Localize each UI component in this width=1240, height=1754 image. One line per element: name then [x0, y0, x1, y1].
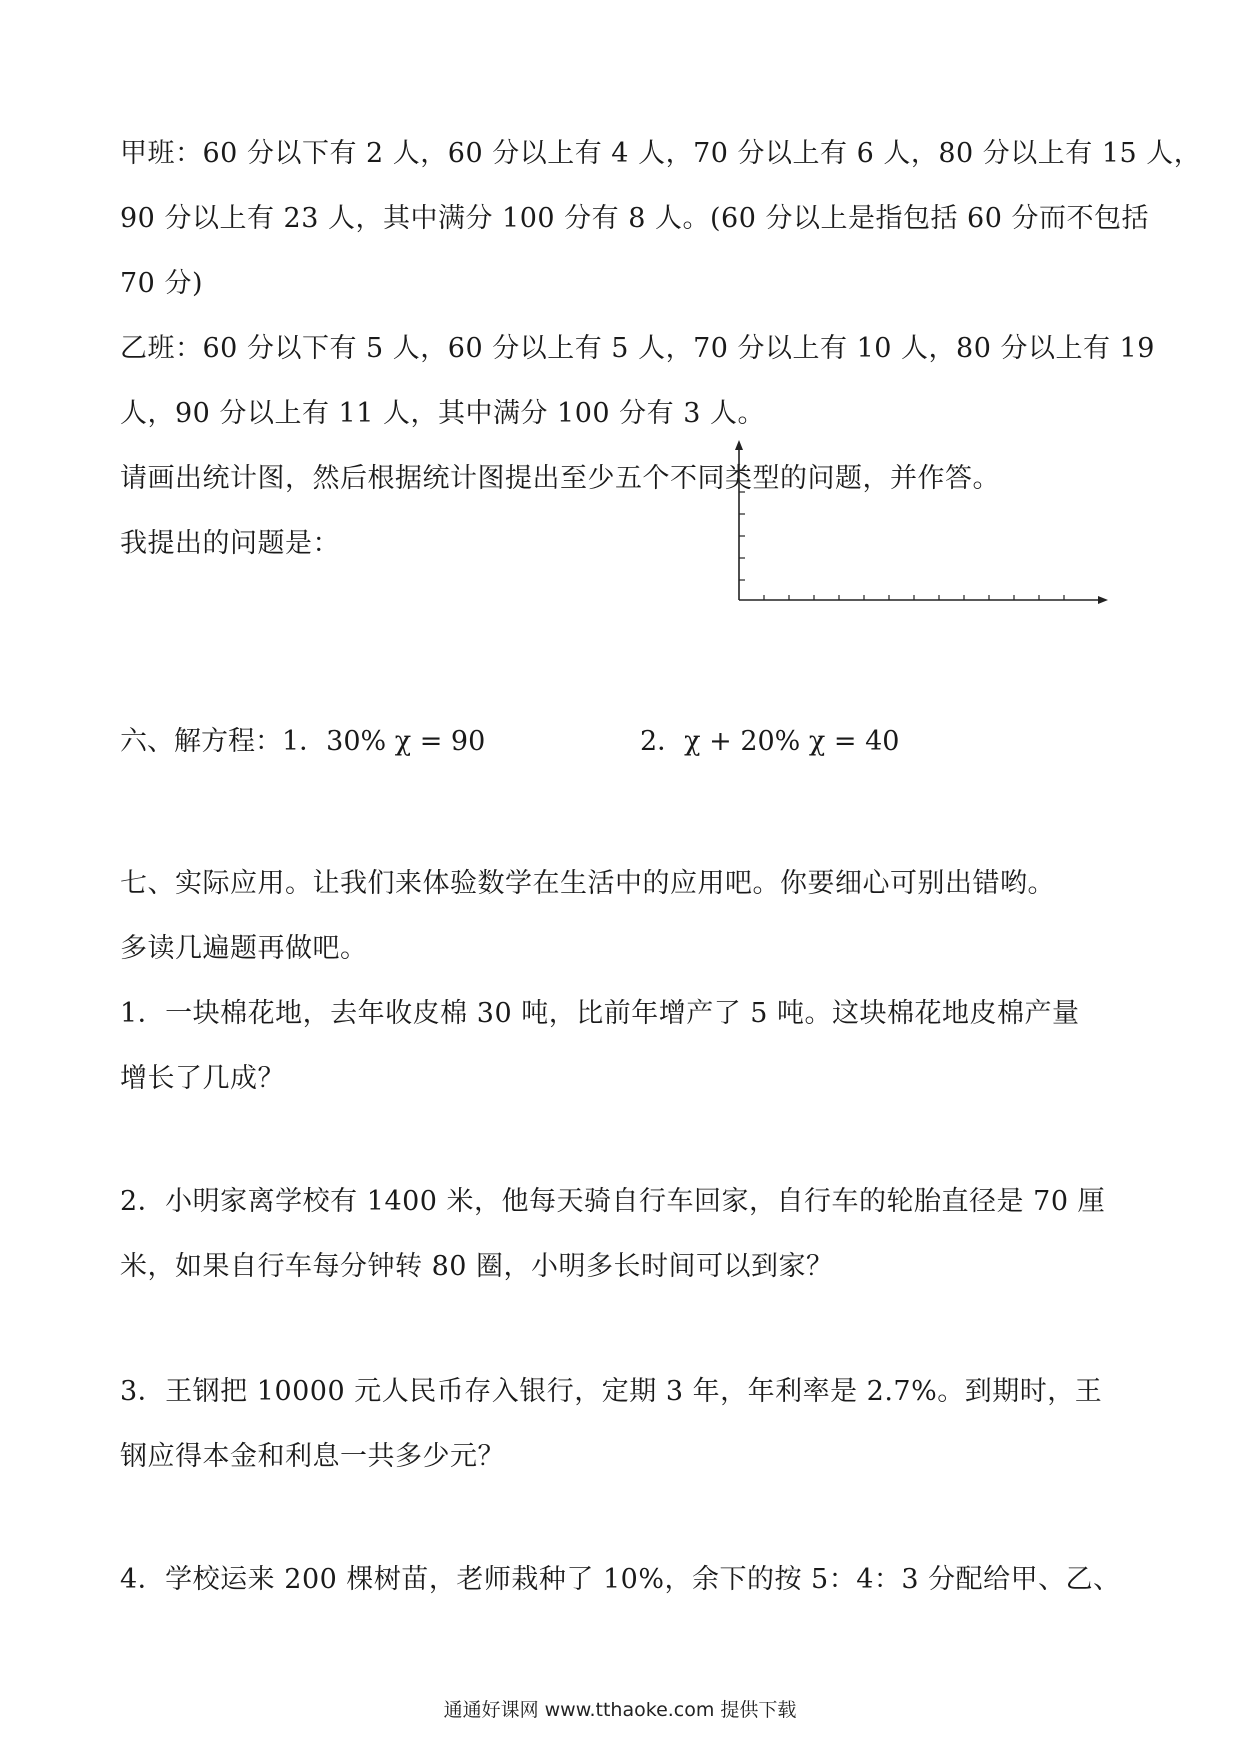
problem-2-line-2: 米，如果自行车每分钟转 80 圈，小明多长时间可以到家？: [120, 1251, 834, 1282]
y-axis-arrow: [735, 440, 743, 450]
problem-1-line-2: 增长了几成？: [120, 1063, 285, 1094]
class-a-line-1: 甲班：60 分以下有 2 人，60 分以上有 4 人，70 分以上有 6 人，80 分以上有 15 人，: [120, 138, 1202, 169]
my-questions-label: 我提出的问题是：: [120, 528, 340, 559]
y-axis-ticks: [739, 470, 745, 580]
footer-source: 通通好课网 www.tthaoke.com 提供下载: [443, 1699, 797, 1721]
problem-4-line-1: 4．学校运来 200 棵树苗，老师栽种了 10%，余下的按 5：4：3 分配给甲、乙、: [120, 1564, 1121, 1595]
section7-intro-line-1: 七、实际应用。让我们来体验数学在生活中的应用吧。你要细心可别出错哟。: [120, 868, 1055, 899]
blank-chart-axes: [730, 440, 1110, 615]
equation-2: 2．χ + 20% χ = 40: [640, 726, 900, 757]
equation-1: 1．30% χ = 90: [282, 726, 486, 757]
problem-3-line-2: 钢应得本金和利息一共多少元？: [120, 1441, 505, 1472]
class-a-line-3: 70 分): [120, 268, 203, 299]
instruction: 请画出统计图，然后根据统计图提出至少五个不同类型的问题，并作答。: [120, 463, 1000, 494]
problem-2-line-1: 2．小明家离学校有 1400 米，他每天骑自行车回家，自行车的轮胎直径是 70 厘: [120, 1186, 1106, 1217]
class-b-line-2: 人，90 分以上有 11 人，其中满分 100 分有 3 人。: [120, 398, 766, 429]
problem-1-line-1: 1．一块棉花地，去年收皮棉 30 吨，比前年增产了 5 吨。这块棉花地皮棉产量: [120, 998, 1080, 1029]
problem-3-line-1: 3．王钢把 10000 元人民币存入银行，定期 3 年，年利率是 2.7%。到期时，王: [120, 1376, 1103, 1407]
class-b-line-1: 乙班：60 分以下有 5 人，60 分以上有 5 人，70 分以上有 10 人，80 分以上有 19: [120, 333, 1155, 364]
class-a-line-2: 90 分以上有 23 人，其中满分 100 分有 8 人。(60 分以上是指包括 60 分而不包括: [120, 203, 1149, 234]
section6-heading: 六、解方程：: [120, 726, 282, 757]
x-axis-arrow: [1098, 596, 1108, 604]
section7-intro-line-2: 多读几遍题再做吧。: [120, 933, 368, 964]
